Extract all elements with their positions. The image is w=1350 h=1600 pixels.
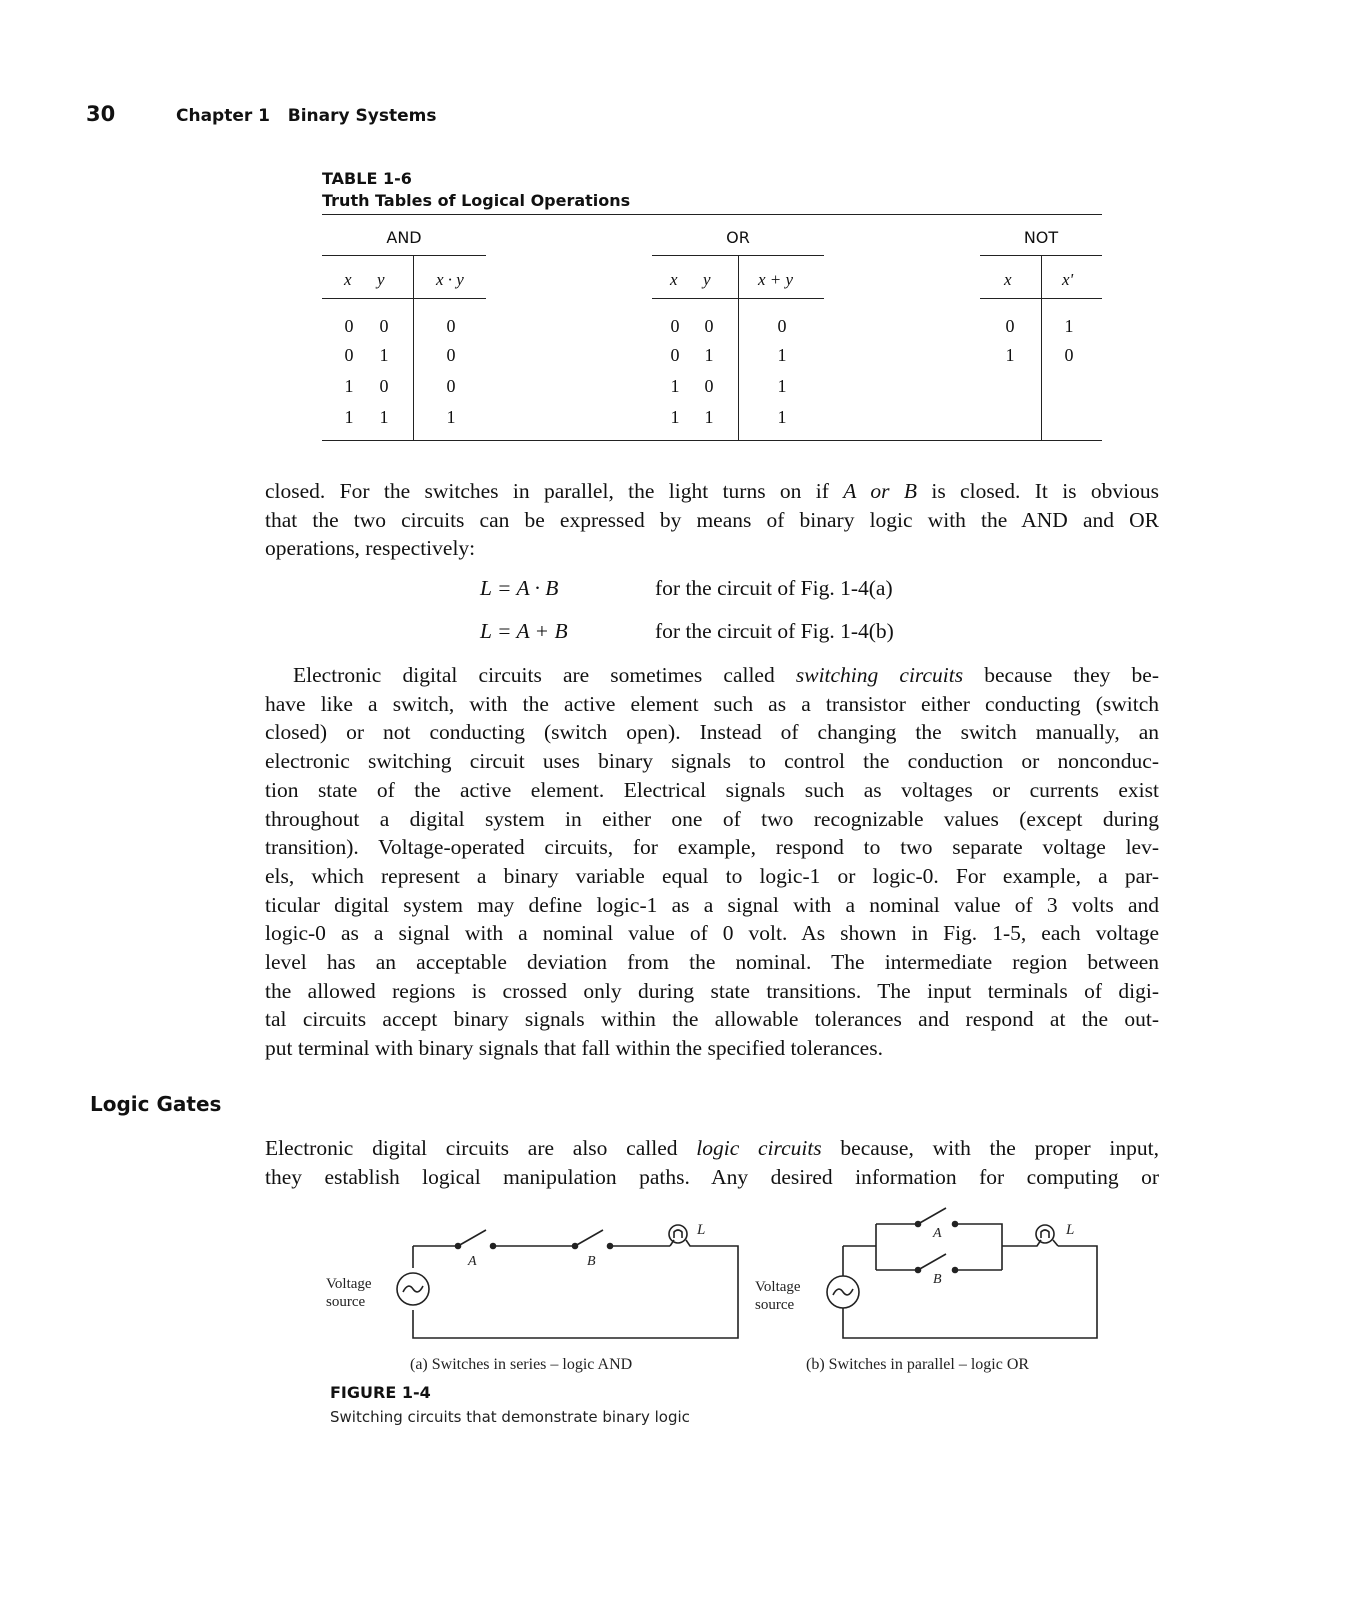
table-cell: 0: [1064, 345, 1074, 365]
paragraph-1: [265, 477, 1159, 563]
circuit-series: [397, 1225, 738, 1338]
not-group-header: NOT: [1023, 228, 1059, 247]
table-cell: 1: [670, 407, 680, 427]
text-line: transition). Voltage-operated circuits, for example, respond to two separate voltage lev-: [265, 835, 1159, 860]
table-cell: 0: [344, 345, 354, 365]
lamp-label-a: L: [697, 1222, 706, 1238]
not-divider: [1041, 256, 1042, 440]
paragraph-3: [265, 1134, 1159, 1191]
and-group-header: AND: [386, 228, 422, 247]
not-header-x: x: [1004, 270, 1012, 289]
table-title: Truth Tables of Logical Operations: [322, 191, 631, 210]
table-cell: 1: [704, 345, 714, 365]
and-divider: [413, 256, 414, 440]
source-label-a: Voltage source: [326, 1276, 372, 1310]
table-cell: 0: [1005, 316, 1015, 336]
section-heading: Logic Gates: [90, 1092, 222, 1116]
table-cell: 0: [670, 316, 680, 336]
switch-b-label-b: B: [933, 1272, 942, 1287]
running-head: Chapter 1 Binary Systems: [176, 106, 437, 126]
or-header-xplusy: x + y: [758, 270, 794, 289]
paragraph-2: [265, 661, 1159, 1063]
table-cell: 1: [704, 407, 714, 427]
table-cell: 1: [379, 407, 389, 427]
text-line: Electronic digital circuits are also called logic circuits because, with the proper input,: [265, 1136, 1160, 1160]
switch-b-blade: [918, 1254, 946, 1270]
equation-and-desc: for the circuit of Fig. 1-4(a): [655, 576, 893, 600]
table-cell: 1: [777, 376, 787, 396]
equation-or-desc: for the circuit of Fig. 1-4(b): [655, 619, 894, 643]
text-line: the allowed regions is crossed only during state transitions. The input terminals of digi-: [265, 978, 1159, 1003]
switch-a-label-a: A: [468, 1254, 477, 1269]
text-line: closed. For the switches in parallel, the light turns on if A or B is closed. It is obvious: [265, 479, 1159, 503]
source-label-b: Voltage source: [755, 1279, 801, 1313]
table-cell: 1: [670, 376, 680, 396]
text-line: tion state of the active element. Electrical signals such as voltages or currents exist: [265, 777, 1159, 802]
text-line: that the two circuits can be expressed by means of binary logic with the AND and OR: [265, 507, 1159, 532]
table-cell: 0: [777, 316, 787, 336]
table-cell: 0: [446, 345, 456, 365]
text-line: electronic switching circuit uses binary signals to control the conduction or nonconduc-: [265, 749, 1159, 774]
and-header-xy: x · y: [436, 270, 464, 289]
lamp-label-b: L: [1066, 1222, 1075, 1238]
equation-and: L = A · B: [480, 576, 559, 600]
text-line: closed) or not conducting (switch open). Instead of changing the switch manually, an: [265, 720, 1159, 745]
switch-b-label-a: B: [587, 1254, 596, 1269]
table-caption: [322, 168, 630, 212]
lamp-symbol: [669, 1225, 687, 1243]
text-line: operations, respectively:: [265, 536, 476, 561]
switch-b-blade: [575, 1230, 603, 1246]
figure-description: Switching circuits that demonstrate binary logic: [330, 1408, 690, 1426]
table-cell: 1: [1005, 345, 1015, 365]
table-cell: 1: [344, 376, 354, 396]
and-header-y: y: [377, 270, 385, 289]
table-label: TABLE 1-6: [322, 169, 412, 188]
table-cell: 0: [379, 316, 389, 336]
or-divider: [738, 256, 739, 440]
text-line: they establish logical manipulation paths. Any desired information for computing or: [265, 1164, 1159, 1189]
switch-a-label-b: A: [933, 1226, 942, 1241]
table-cell: 0: [670, 345, 680, 365]
text-line: tal circuits accept binary signals within the allowable tolerances and respond at the out-: [265, 1007, 1159, 1032]
table-cell: 1: [379, 345, 389, 365]
figure-circuits: [0, 1195, 1350, 1375]
table-cell: 0: [344, 316, 354, 336]
page-number: 30: [86, 102, 116, 126]
table-cell: 0: [379, 376, 389, 396]
text-line: ticular digital system may define logic-1 as a signal with a nominal value of 3 volts and: [265, 892, 1159, 917]
equation-or: L = A + B: [480, 619, 568, 643]
text-line: have like a switch, with the active element such as a transistor either conducting (switch: [265, 691, 1159, 716]
or-group-header: OR: [726, 228, 750, 247]
or-header-x: x: [670, 270, 678, 289]
table-cell: 1: [1064, 316, 1074, 336]
table-cell: 1: [777, 407, 787, 427]
text-line: level has an acceptable deviation from the nominal. The intermediate region between: [265, 950, 1159, 975]
and-header-rule: [322, 298, 486, 299]
caption-b: (b) Switches in parallel – logic OR: [806, 1356, 1030, 1373]
text-line: els, which represent a binary variable equal to logic-1 or logic-0. For example, a par-: [265, 863, 1159, 888]
table-cell: 0: [446, 316, 456, 336]
caption-a: (a) Switches in series – logic AND: [410, 1356, 633, 1373]
table-rule-top: [322, 214, 1102, 215]
and-header-x: x: [344, 270, 352, 289]
table-cell: 0: [704, 376, 714, 396]
or-header-y: y: [703, 270, 711, 289]
text-line: Electronic digital circuits are sometimes called switching circuits because they be-: [293, 663, 1159, 687]
text-line: put terminal with binary signals that fall within the specified tolerances.: [265, 1036, 883, 1061]
table-rule-bottom: [322, 440, 1102, 441]
and-group-rule: [322, 255, 486, 256]
lamp-symbol: [1036, 1225, 1054, 1243]
not-header-xprime: x': [1062, 270, 1074, 289]
table-cell: 1: [446, 407, 456, 427]
table-cell: 1: [777, 345, 787, 365]
table-cell: 0: [446, 376, 456, 396]
text-line: throughout a digital system in either one of two recognizable values (except during: [265, 806, 1159, 831]
text-line: logic-0 as a signal with a nominal value of 0 volt. As shown in Fig. 1-5, each voltage: [265, 921, 1159, 946]
circuit-parallel: [827, 1208, 1097, 1338]
table-cell: 1: [344, 407, 354, 427]
figure-label: FIGURE 1-4: [330, 1383, 431, 1402]
switch-a-blade: [918, 1208, 946, 1224]
switch-a-blade: [458, 1230, 486, 1246]
table-cell: 0: [704, 316, 714, 336]
